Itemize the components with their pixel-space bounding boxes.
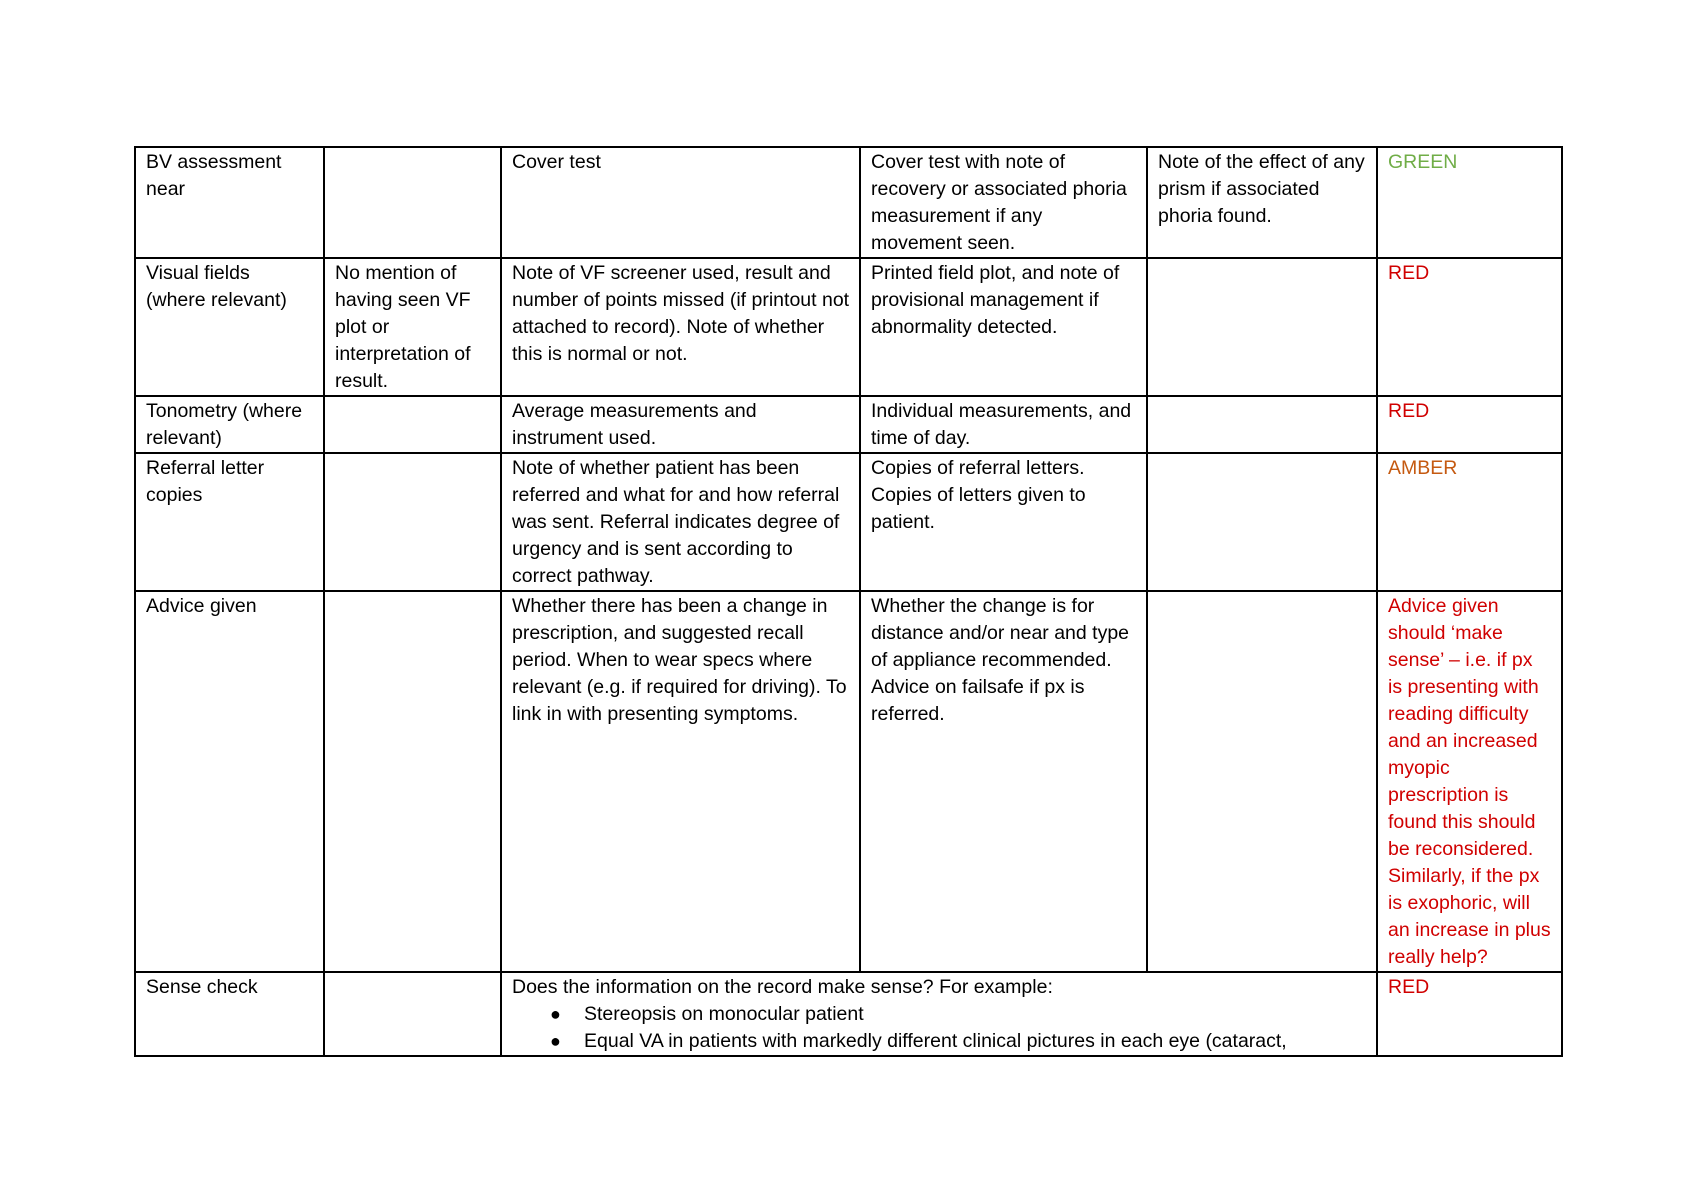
sense-check-cell	[501, 972, 1377, 1056]
outstanding-cell	[1147, 453, 1377, 591]
list-item-text: Stereopsis on monocular patient	[584, 1003, 864, 1025]
category-cell: Advice given	[135, 591, 324, 972]
rating-note-cell: Advice given should ‘make sense’ – i.e. if px is presenting with reading difficulty and an increased myopic prescription is found this should be reconsidered. Similarly, if the px is exophoric, will an increase in plus really help?	[1377, 591, 1562, 972]
rating-cell: RED	[1377, 396, 1562, 453]
outstanding-cell	[1147, 396, 1377, 453]
sense-check-examples	[512, 1001, 1367, 1055]
rating-cell: GREEN	[1377, 147, 1562, 258]
rating-cell: RED	[1377, 972, 1562, 1056]
category-cell: Referral letter copies	[135, 453, 324, 591]
category-cell: Visual fields (where relevant)	[135, 258, 324, 396]
category-cell: BV assessment near	[135, 147, 324, 258]
list-item-text: Equal VA in patients with markedly different clinical pictures in each eye (cataract,	[584, 1030, 1287, 1052]
list-item	[550, 1001, 1367, 1028]
good-cell: Average measurements and instrument used.	[501, 396, 860, 453]
excellent-cell: Whether the change is for distance and/or near and type of appliance recommended. Advice on failsafe if px is referred.	[860, 591, 1147, 972]
table-row	[135, 396, 1562, 453]
poor-cell	[324, 972, 501, 1056]
outstanding-cell: Note of the effect of any prism if associated phoria found.	[1147, 147, 1377, 258]
good-cell: Cover test	[501, 147, 860, 258]
sense-check-intro: Does the information on the record make sense? For example:	[512, 976, 1053, 998]
excellent-cell: Printed field plot, and note of provisional management if abnormality detected.	[860, 258, 1147, 396]
table-row	[135, 972, 1562, 1056]
outstanding-cell	[1147, 591, 1377, 972]
poor-cell	[324, 453, 501, 591]
poor-cell	[324, 396, 501, 453]
rating-cell: RED	[1377, 258, 1562, 396]
excellent-cell: Cover test with note of recovery or associated phoria measurement if any movement seen.	[860, 147, 1147, 258]
excellent-cell: Individual measurements, and time of day.	[860, 396, 1147, 453]
good-cell: Note of whether patient has been referred and what for and how referral was sent. Referral indicates degree of urgency and is sent according to correct pathway.	[501, 453, 860, 591]
poor-cell	[324, 591, 501, 972]
list-item	[550, 1028, 1367, 1055]
excellent-cell: Copies of referral letters. Copies of letters given to patient.	[860, 453, 1147, 591]
poor-cell	[324, 147, 501, 258]
good-cell: Whether there has been a change in prescription, and suggested recall period. When to wear specs where relevant (e.g. if required for driving). To link in with presenting symptoms.	[501, 591, 860, 972]
bullet-icon: ●	[550, 1031, 561, 1051]
table-row	[135, 591, 1562, 972]
record-keeping-table	[134, 146, 1563, 1057]
category-cell: Tonometry (where relevant)	[135, 396, 324, 453]
table-row	[135, 258, 1562, 396]
category-cell: Sense check	[135, 972, 324, 1056]
rating-cell: AMBER	[1377, 453, 1562, 591]
outstanding-cell	[1147, 258, 1377, 396]
good-cell: Note of VF screener used, result and number of points missed (if printout not attached to record). Note of whether this is normal or not.	[501, 258, 860, 396]
bullet-icon: ●	[550, 1004, 561, 1024]
table-row	[135, 453, 1562, 591]
table-row	[135, 147, 1562, 258]
poor-cell: No mention of having seen VF plot or interpretation of result.	[324, 258, 501, 396]
